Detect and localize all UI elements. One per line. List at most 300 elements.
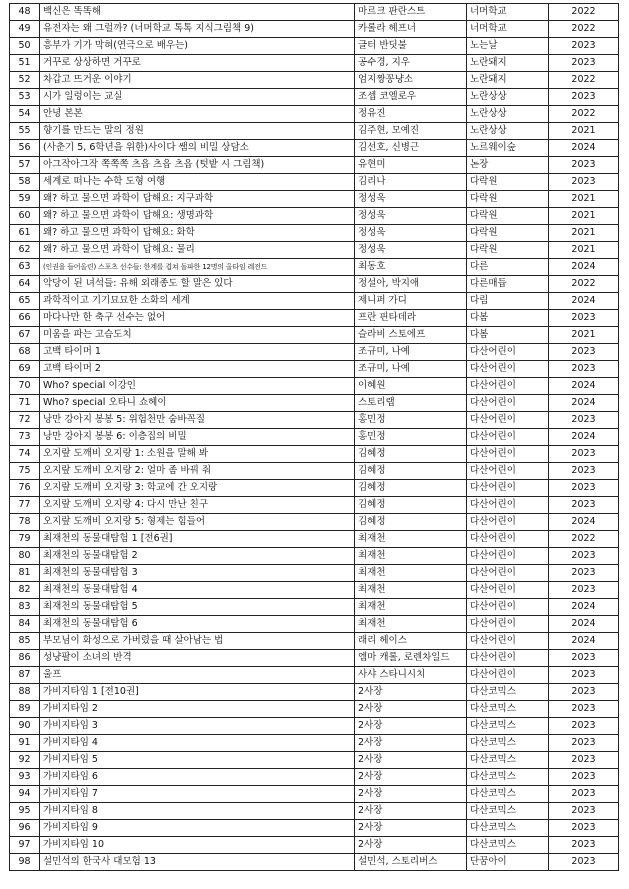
row-number-cell: 63 — [10, 259, 40, 276]
title-cell: (사춘기 5, 6학년을 위한)사이다 쌤의 비밀 상담소 — [40, 140, 355, 157]
title-cell: 오지랖 도깨비 오지랑 5: 형제는 힘들어 — [40, 514, 355, 531]
author-cell: 2사장 — [355, 769, 467, 786]
table-row — [10, 140, 619, 157]
year-cell: 2023 — [549, 735, 619, 752]
year-cell: 2023 — [549, 89, 619, 106]
year-cell: 2023 — [549, 412, 619, 429]
title-cell: 가비지타임 10 — [40, 837, 355, 854]
title-cell: 고백 타이머 1 — [40, 344, 355, 361]
author-cell: 정성욱 — [355, 225, 467, 242]
publisher-cell: 다산어린이 — [467, 565, 549, 582]
author-cell: 김혜정 — [355, 497, 467, 514]
row-number-cell: 92 — [10, 752, 40, 769]
row-number-cell: 72 — [10, 412, 40, 429]
row-number-cell: 85 — [10, 633, 40, 650]
title-cell: 최재천의 동물대탐험 4 — [40, 582, 355, 599]
author-cell: 조규미, 나예 — [355, 344, 467, 361]
publisher-cell: 다락원 — [467, 174, 549, 191]
publisher-cell: 다산어린이 — [467, 378, 549, 395]
author-cell: 최재천 — [355, 548, 467, 565]
year-cell: 2024 — [549, 293, 619, 310]
table-row — [10, 38, 619, 55]
year-cell: 2024 — [549, 514, 619, 531]
publisher-cell: 다산어린이 — [467, 412, 549, 429]
year-cell: 2023 — [549, 854, 619, 871]
author-cell: 2사장 — [355, 735, 467, 752]
year-cell: 2023 — [549, 463, 619, 480]
author-cell: 사샤 스타니시치 — [355, 667, 467, 684]
title-cell: 최재천의 동물대탐험 1 [전6권] — [40, 531, 355, 548]
title-cell: 오지랖 도깨비 오지랑 4: 다시 만난 친구 — [40, 497, 355, 514]
table-row — [10, 548, 619, 565]
year-cell: 2024 — [549, 616, 619, 633]
publisher-cell: 다산코믹스 — [467, 684, 549, 701]
year-cell: 2023 — [549, 38, 619, 55]
title-cell: (인권을 들어올린) 스포츠 선수들: 한계를 겹쳐 돌파한 12명의 올타임 레전드 — [40, 259, 355, 276]
publisher-cell: 단꿈아이 — [467, 854, 549, 871]
book-list-table — [9, 3, 619, 871]
table-row — [10, 327, 619, 344]
title-cell: 가비지타임 7 — [40, 786, 355, 803]
title-cell: 오지랖 도깨비 오지랑 3: 학교에 간 오지랑 — [40, 480, 355, 497]
row-number-cell: 88 — [10, 684, 40, 701]
publisher-cell: 다산코믹스 — [467, 701, 549, 718]
title-cell: 울프 — [40, 667, 355, 684]
author-cell: 글터 반딧불 — [355, 38, 467, 55]
row-number-cell: 97 — [10, 837, 40, 854]
publisher-cell: 다락원 — [467, 208, 549, 225]
row-number-cell: 83 — [10, 599, 40, 616]
author-cell: 2사장 — [355, 820, 467, 837]
row-number-cell: 62 — [10, 242, 40, 259]
author-cell: 정설아, 박지애 — [355, 276, 467, 293]
row-number-cell: 84 — [10, 616, 40, 633]
year-cell: 2023 — [549, 769, 619, 786]
row-number-cell: 94 — [10, 786, 40, 803]
row-number-cell: 93 — [10, 769, 40, 786]
year-cell: 2024 — [549, 429, 619, 446]
author-cell: 정성욱 — [355, 208, 467, 225]
row-number-cell: 68 — [10, 344, 40, 361]
row-number-cell: 64 — [10, 276, 40, 293]
row-number-cell: 48 — [10, 4, 40, 21]
table-row — [10, 684, 619, 701]
publisher-cell: 노는날 — [467, 38, 549, 55]
author-cell: 슬라비 스토에프 — [355, 327, 467, 344]
publisher-cell: 다산어린이 — [467, 667, 549, 684]
title-cell: 향기를 만드는 말의 정원 — [40, 123, 355, 140]
year-cell: 2023 — [549, 310, 619, 327]
year-cell: 2023 — [549, 803, 619, 820]
table-row — [10, 633, 619, 650]
author-cell: 카롤라 헤프너 — [355, 21, 467, 38]
title-cell: 가비지타임 3 — [40, 718, 355, 735]
row-number-cell: 50 — [10, 38, 40, 55]
author-cell: 김리나 — [355, 174, 467, 191]
table-row — [10, 616, 619, 633]
year-cell: 2023 — [549, 480, 619, 497]
title-cell: 미움을 파는 고슴도치 — [40, 327, 355, 344]
table-row — [10, 667, 619, 684]
author-cell: 최동호 — [355, 259, 467, 276]
table-row — [10, 191, 619, 208]
author-cell: 2사장 — [355, 752, 467, 769]
table-row — [10, 565, 619, 582]
row-number-cell: 60 — [10, 208, 40, 225]
author-cell: 프란 핀타데라 — [355, 310, 467, 327]
author-cell: 제니퍼 가디 — [355, 293, 467, 310]
publisher-cell: 다산어린이 — [467, 633, 549, 650]
row-number-cell: 56 — [10, 140, 40, 157]
year-cell: 2021 — [549, 123, 619, 140]
title-cell: 흥부가 기가 막혀(연극으로 배우는) — [40, 38, 355, 55]
title-cell: 성냥팔이 소녀의 반격 — [40, 650, 355, 667]
title-cell: 가비지타임 9 — [40, 820, 355, 837]
row-number-cell: 54 — [10, 106, 40, 123]
year-cell: 2023 — [549, 701, 619, 718]
author-cell: 김선호, 신병근 — [355, 140, 467, 157]
publisher-cell: 다산어린이 — [467, 599, 549, 616]
row-number-cell: 77 — [10, 497, 40, 514]
title-cell: 마다나만 한 축구 선수는 없어 — [40, 310, 355, 327]
row-number-cell: 69 — [10, 361, 40, 378]
publisher-cell: 다산코믹스 — [467, 718, 549, 735]
table-row — [10, 89, 619, 106]
author-cell: 엠마 캐롤, 로렌차일드 — [355, 650, 467, 667]
author-cell: 정성욱 — [355, 242, 467, 259]
publisher-cell: 노란상상 — [467, 89, 549, 106]
publisher-cell: 다봄 — [467, 310, 549, 327]
table-row — [10, 276, 619, 293]
row-number-cell: 79 — [10, 531, 40, 548]
table-row — [10, 412, 619, 429]
author-cell: 김혜정 — [355, 463, 467, 480]
author-cell: 최재천 — [355, 616, 467, 633]
author-cell: 최재천 — [355, 582, 467, 599]
table-row — [10, 803, 619, 820]
table-row — [10, 854, 619, 871]
publisher-cell: 다산어린이 — [467, 531, 549, 548]
publisher-cell: 다락원 — [467, 242, 549, 259]
title-cell: 낭만 강아지 봉봉 6: 이층집의 비밀 — [40, 429, 355, 446]
author-cell: 2사장 — [355, 701, 467, 718]
publisher-cell: 너머학교 — [467, 21, 549, 38]
publisher-cell: 다산어린이 — [467, 395, 549, 412]
year-cell: 2022 — [549, 72, 619, 89]
title-cell: 가비지타임 2 — [40, 701, 355, 718]
publisher-cell: 다산어린이 — [467, 463, 549, 480]
table-row — [10, 429, 619, 446]
table-row — [10, 735, 619, 752]
row-number-cell: 58 — [10, 174, 40, 191]
title-cell: 최재천의 동물대탐험 3 — [40, 565, 355, 582]
row-number-cell: 95 — [10, 803, 40, 820]
year-cell: 2023 — [549, 361, 619, 378]
author-cell: 최재천 — [355, 531, 467, 548]
publisher-cell: 다산어린이 — [467, 429, 549, 446]
year-cell: 2022 — [549, 276, 619, 293]
publisher-cell: 다른 — [467, 259, 549, 276]
table-row — [10, 582, 619, 599]
year-cell: 2023 — [549, 786, 619, 803]
title-cell: 낭만 강아지 봉봉 5: 위험천만 숨바꼭질 — [40, 412, 355, 429]
row-number-cell: 61 — [10, 225, 40, 242]
table-row — [10, 514, 619, 531]
publisher-cell: 논장 — [467, 157, 549, 174]
year-cell: 2023 — [549, 684, 619, 701]
row-number-cell: 74 — [10, 446, 40, 463]
year-cell: 2023 — [549, 667, 619, 684]
year-cell: 2023 — [549, 174, 619, 191]
author-cell: 마르크 판란스트 — [355, 4, 467, 21]
publisher-cell: 다산어린이 — [467, 548, 549, 565]
title-cell: 가비지타임 8 — [40, 803, 355, 820]
table-row — [10, 718, 619, 735]
table-row — [10, 310, 619, 327]
year-cell: 2023 — [549, 718, 619, 735]
row-number-cell: 91 — [10, 735, 40, 752]
year-cell: 2023 — [549, 446, 619, 463]
year-cell: 2023 — [549, 55, 619, 72]
table-row — [10, 463, 619, 480]
year-cell: 2024 — [549, 395, 619, 412]
author-cell: 2사장 — [355, 837, 467, 854]
title-cell: 오지랖 도깨비 오지랑 1: 소원을 말해 봐 — [40, 446, 355, 463]
publisher-cell: 다산어린이 — [467, 650, 549, 667]
table-row — [10, 123, 619, 140]
title-cell: 시가 일렁이는 교실 — [40, 89, 355, 106]
row-number-cell: 52 — [10, 72, 40, 89]
table-row — [10, 531, 619, 548]
publisher-cell: 다산어린이 — [467, 344, 549, 361]
table-row — [10, 208, 619, 225]
table-row — [10, 55, 619, 72]
row-number-cell: 57 — [10, 157, 40, 174]
year-cell: 2024 — [549, 599, 619, 616]
table-row — [10, 497, 619, 514]
year-cell: 2023 — [549, 565, 619, 582]
publisher-cell: 다산어린이 — [467, 616, 549, 633]
year-cell: 2023 — [549, 344, 619, 361]
author-cell: 스토리랩 — [355, 395, 467, 412]
title-cell: 가비지타임 6 — [40, 769, 355, 786]
table-row — [10, 259, 619, 276]
title-cell: 왜? 하고 물으면 과학이 답해요: 생명과학 — [40, 208, 355, 225]
table-row — [10, 480, 619, 497]
table-row — [10, 361, 619, 378]
title-cell: 최재천의 동물대탐험 2 — [40, 548, 355, 565]
title-cell: 과학적이고 기기묘묘한 소화의 세계 — [40, 293, 355, 310]
publisher-cell: 다락원 — [467, 191, 549, 208]
table-row — [10, 174, 619, 191]
publisher-cell: 너머학교 — [467, 4, 549, 21]
title-cell: 세계로 떠나는 수학 도형 여행 — [40, 174, 355, 191]
year-cell: 2021 — [549, 225, 619, 242]
author-cell: 김주현, 모예진 — [355, 123, 467, 140]
publisher-cell: 노르웨이숲 — [467, 140, 549, 157]
publisher-cell: 다산코믹스 — [467, 803, 549, 820]
row-number-cell: 98 — [10, 854, 40, 871]
year-cell: 2023 — [549, 650, 619, 667]
year-cell: 2023 — [549, 837, 619, 854]
row-number-cell: 90 — [10, 718, 40, 735]
row-number-cell: 80 — [10, 548, 40, 565]
row-number-cell: 66 — [10, 310, 40, 327]
author-cell: 엄지짱꽁냥소 — [355, 72, 467, 89]
row-number-cell: 86 — [10, 650, 40, 667]
table-row — [10, 293, 619, 310]
author-cell: 조규미, 나예 — [355, 361, 467, 378]
table-row — [10, 378, 619, 395]
table-row — [10, 599, 619, 616]
publisher-cell: 다산어린이 — [467, 514, 549, 531]
author-cell: 홍민정 — [355, 412, 467, 429]
title-cell: 왜? 하고 물으면 과학이 답해요: 물리 — [40, 242, 355, 259]
publisher-cell: 다산코믹스 — [467, 820, 549, 837]
year-cell: 2021 — [549, 208, 619, 225]
publisher-cell: 다림 — [467, 293, 549, 310]
publisher-cell: 다산어린이 — [467, 446, 549, 463]
table-row — [10, 786, 619, 803]
author-cell: 2사장 — [355, 803, 467, 820]
table-row — [10, 837, 619, 854]
author-cell: 김혜정 — [355, 514, 467, 531]
year-cell: 2024 — [549, 259, 619, 276]
table-row — [10, 650, 619, 667]
row-number-cell: 70 — [10, 378, 40, 395]
table-row — [10, 21, 619, 38]
publisher-cell: 다산코믹스 — [467, 769, 549, 786]
title-cell: 유전자는 왜 그럴까? (너머학교 톡톡 지식그림책 9) — [40, 21, 355, 38]
row-number-cell: 51 — [10, 55, 40, 72]
publisher-cell: 다산코믹스 — [467, 735, 549, 752]
author-cell: 래리 헤이스 — [355, 633, 467, 650]
author-cell: 유현미 — [355, 157, 467, 174]
title-cell: 오지랖 도깨비 오지랑 2: 얼마 좀 바꿔 줘 — [40, 463, 355, 480]
book-list-body — [10, 4, 619, 871]
title-cell: 가비지타임 5 — [40, 752, 355, 769]
row-number-cell: 73 — [10, 429, 40, 446]
year-cell: 2023 — [549, 157, 619, 174]
author-cell: 김혜정 — [355, 480, 467, 497]
table-row — [10, 106, 619, 123]
title-cell: 가비지타임 4 — [40, 735, 355, 752]
row-number-cell: 78 — [10, 514, 40, 531]
year-cell: 2023 — [549, 497, 619, 514]
author-cell: 홍민정 — [355, 429, 467, 446]
year-cell: 2024 — [549, 378, 619, 395]
year-cell: 2022 — [549, 4, 619, 21]
row-number-cell: 65 — [10, 293, 40, 310]
publisher-cell: 노란상상 — [467, 123, 549, 140]
publisher-cell: 다산코믹스 — [467, 837, 549, 854]
table-row — [10, 769, 619, 786]
publisher-cell: 다산코믹스 — [467, 786, 549, 803]
author-cell: 정성욱 — [355, 191, 467, 208]
publisher-cell: 다산어린이 — [467, 582, 549, 599]
row-number-cell: 55 — [10, 123, 40, 140]
row-number-cell: 59 — [10, 191, 40, 208]
author-cell: 조셉 코엘로우 — [355, 89, 467, 106]
year-cell: 2022 — [549, 21, 619, 38]
author-cell: 최재천 — [355, 565, 467, 582]
publisher-cell: 노란상상 — [467, 106, 549, 123]
row-number-cell: 87 — [10, 667, 40, 684]
table-row — [10, 820, 619, 837]
title-cell: Who? special 오타니 쇼헤이 — [40, 395, 355, 412]
publisher-cell: 다른매듭 — [467, 276, 549, 293]
title-cell: 아그작아그작 쪽쪽쪽 츠읍 츠읍 츠읍 (텃밭 시 그림책) — [40, 157, 355, 174]
title-cell: 가비지타임 1 [전10권] — [40, 684, 355, 701]
title-cell: 안녕 본본 — [40, 106, 355, 123]
title-cell: 악당이 된 녀석들: 유해 외래종도 할 말은 있다 — [40, 276, 355, 293]
table-row — [10, 701, 619, 718]
title-cell: 최재천의 동물대탐험 6 — [40, 616, 355, 633]
table-row — [10, 752, 619, 769]
publisher-cell: 다산어린이 — [467, 497, 549, 514]
row-number-cell: 81 — [10, 565, 40, 582]
title-cell: 차갑고 뜨거운 이야기 — [40, 72, 355, 89]
year-cell: 2021 — [549, 327, 619, 344]
title-cell: 백신은 똑똑해 — [40, 4, 355, 21]
row-number-cell: 49 — [10, 21, 40, 38]
publisher-cell: 다산어린이 — [467, 480, 549, 497]
row-number-cell: 75 — [10, 463, 40, 480]
table-row — [10, 225, 619, 242]
title-cell: 거꾸로 상상하면 거꾸로 — [40, 55, 355, 72]
year-cell: 2022 — [549, 531, 619, 548]
author-cell: 2사장 — [355, 718, 467, 735]
author-cell: 정유진 — [355, 106, 467, 123]
year-cell: 2024 — [549, 633, 619, 650]
author-cell: 최재천 — [355, 599, 467, 616]
publisher-cell: 노란돼지 — [467, 72, 549, 89]
row-number-cell: 82 — [10, 582, 40, 599]
row-number-cell: 89 — [10, 701, 40, 718]
title-cell: 부모님이 화성으로 가버렸을 때 살아남는 법 — [40, 633, 355, 650]
year-cell: 2022 — [549, 106, 619, 123]
table-row — [10, 446, 619, 463]
publisher-cell: 다락원 — [467, 225, 549, 242]
title-cell: 설민석의 한국사 대모험 13 — [40, 854, 355, 871]
author-cell: 2사장 — [355, 684, 467, 701]
title-cell: 왜? 하고 물으면 과학이 답해요: 지구과학 — [40, 191, 355, 208]
row-number-cell: 71 — [10, 395, 40, 412]
year-cell: 2023 — [549, 548, 619, 565]
table-row — [10, 157, 619, 174]
row-number-cell: 76 — [10, 480, 40, 497]
row-number-cell: 53 — [10, 89, 40, 106]
title-cell: 고백 타이머 2 — [40, 361, 355, 378]
author-cell: 공수경, 지우 — [355, 55, 467, 72]
row-number-cell: 96 — [10, 820, 40, 837]
table-row — [10, 4, 619, 21]
title-cell: 최재천의 동물대탐험 5 — [40, 599, 355, 616]
title-cell: 왜? 하고 물으면 과학이 답해요: 화학 — [40, 225, 355, 242]
publisher-cell: 노란돼지 — [467, 55, 549, 72]
table-row — [10, 72, 619, 89]
publisher-cell: 다산코믹스 — [467, 752, 549, 769]
row-number-cell: 67 — [10, 327, 40, 344]
author-cell: 2사장 — [355, 786, 467, 803]
author-cell: 이혜원 — [355, 378, 467, 395]
publisher-cell: 다봄 — [467, 327, 549, 344]
author-cell: 설민석, 스토리버스 — [355, 854, 467, 871]
publisher-cell: 다산어린이 — [467, 361, 549, 378]
year-cell: 2023 — [549, 582, 619, 599]
year-cell: 2024 — [549, 140, 619, 157]
year-cell: 2021 — [549, 242, 619, 259]
